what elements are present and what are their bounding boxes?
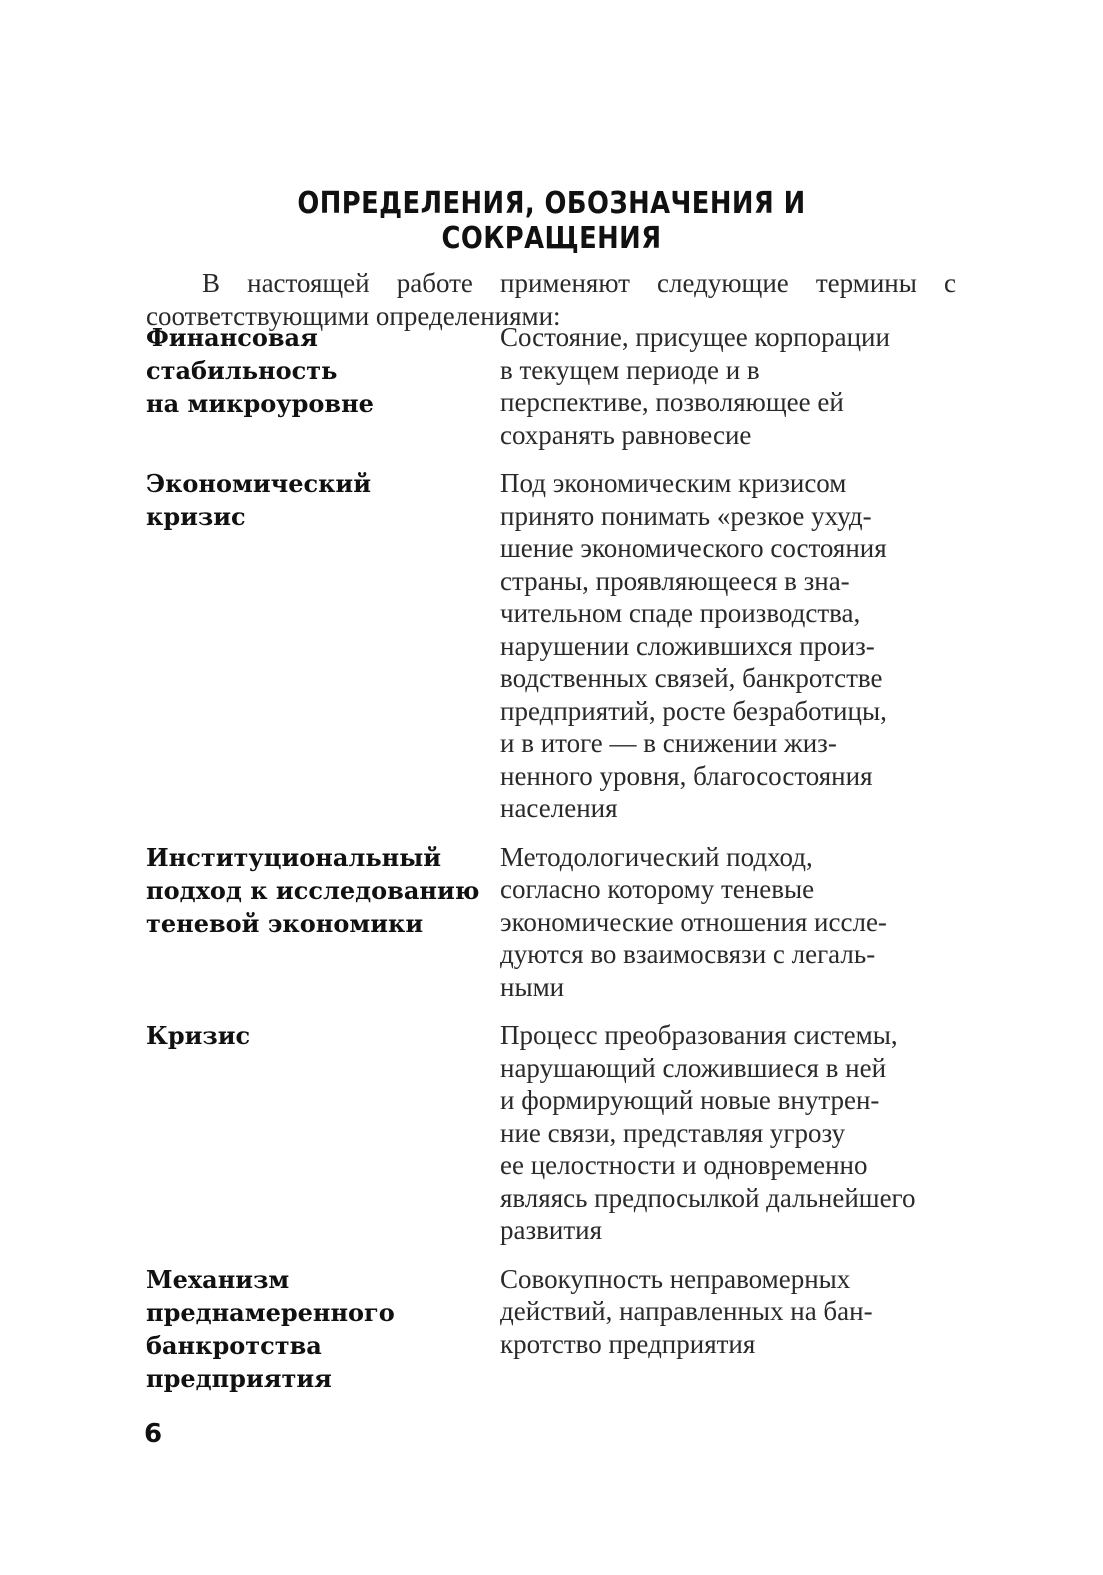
terms-list	[146, 321, 966, 1395]
intro-paragraph: В настоящей работе применяют следующие термины с соответствующими определениями:	[146, 268, 956, 331]
term-name: Механизм преднамеренного банкротства предприятия	[146, 1264, 395, 1393]
term-row	[146, 841, 966, 1004]
page-number: 6	[144, 1419, 163, 1449]
term-name: Институциональный подход к исследованию теневой экономики	[146, 842, 480, 938]
term-row	[146, 1019, 966, 1247]
term-definition: Совокупность неправомерных действий, направленных на бан- кротство предприятия	[500, 1263, 873, 1359]
term-row	[146, 321, 966, 451]
term-row	[146, 1263, 966, 1395]
term-name: Кризис	[146, 1021, 251, 1050]
term-definition: Методологический подход, согласно которому теневые экономические отношения иссле- дуются во взаимосвязи с легаль- ными	[500, 841, 887, 1002]
page-title: ОПРЕДЕЛЕНИЯ, ОБОЗНАЧЕНИЯ И СОКРАЩЕНИЯ	[297, 186, 806, 257]
term-name: Финансовая стабильность на микроуровне	[146, 323, 374, 418]
term-definition: Состояние, присущее корпорации в текущем периоде и в перспективе, позволяющее ей сохранять равновесие	[500, 322, 890, 450]
term-row	[146, 467, 966, 825]
term-definition: Процесс преобразования системы, нарушающий сложившиеся в ней и формирующий новые внутрен- ние связи, представляя угрозу ее целостности и одновременно являясь предпосылкой дальнейшего развития	[500, 1020, 916, 1245]
term-definition: Под экономическим кризисом принято понимать «резкое ухуд- шение экономического состояния страны, проявляющееся в зна- чительном спаде производства, нарушении сложившихся произ- водственных связей, банкротстве предприятий, росте безработицы, и в итоге — в снижении жиз- ненного уровня, благосостояния населения	[500, 468, 887, 823]
term-name: Экономический кризис	[146, 469, 372, 531]
